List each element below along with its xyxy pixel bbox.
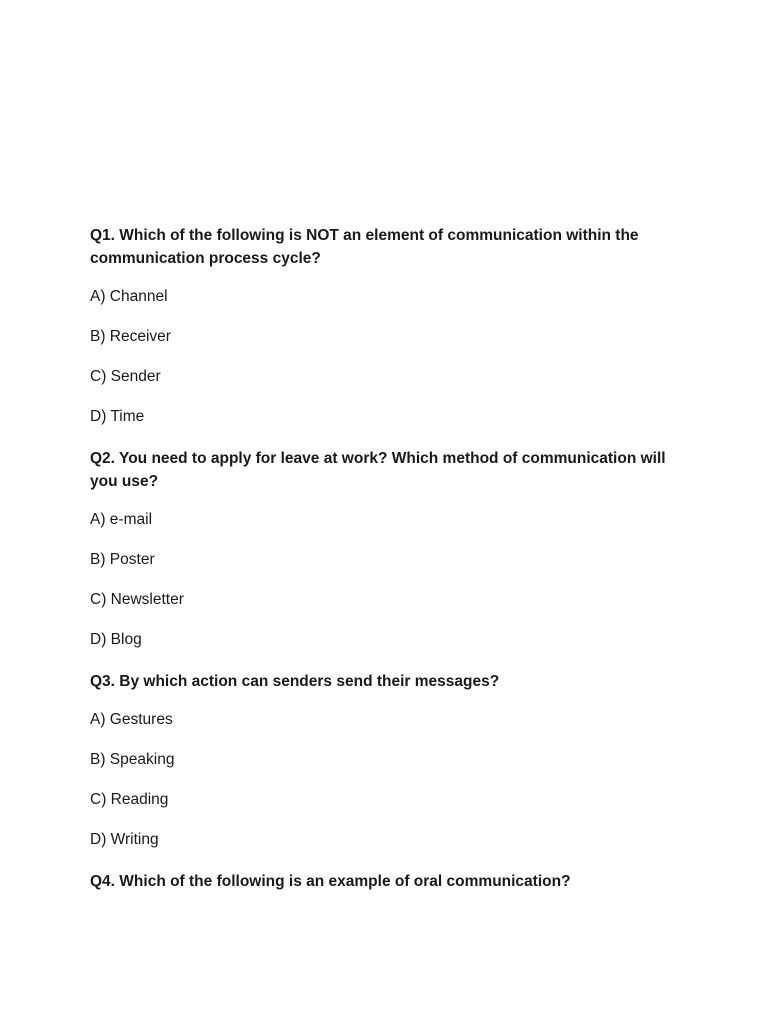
question-2-option-b: B) Poster	[90, 551, 155, 568]
question-4-text: Q4. Which of the following is an example of oral communication?	[90, 873, 571, 890]
question-1-option-a: A) Channel	[90, 288, 168, 305]
question-1-option-d: D) Time	[90, 408, 145, 425]
question-3-option-d: D) Writing	[90, 831, 159, 848]
question-block-2	[90, 447, 690, 650]
question-block-1	[90, 224, 690, 427]
question-block-4	[90, 870, 690, 893]
question-2-option-d: D) Blog	[90, 631, 142, 648]
question-1-option-b: B) Receiver	[90, 328, 171, 345]
question-3-option-c: C) Reading	[90, 791, 169, 808]
question-3-option-b: B) Speaking	[90, 751, 175, 768]
question-2-text: Q2. You need to apply for leave at work? Which method of communication will you use?	[90, 450, 666, 490]
question-3-text: Q3. By which action can senders send their messages?	[90, 673, 500, 690]
question-3-option-a: A) Gestures	[90, 711, 173, 728]
question-2-option-c: C) Newsletter	[90, 591, 184, 608]
question-2-option-a: A) e-mail	[90, 511, 153, 528]
question-1-option-c: C) Sender	[90, 368, 161, 385]
question-1-text: Q1. Which of the following is NOT an element of communication within the communication process cycle?	[90, 227, 639, 267]
question-block-3	[90, 670, 690, 850]
quiz-content	[90, 224, 690, 910]
